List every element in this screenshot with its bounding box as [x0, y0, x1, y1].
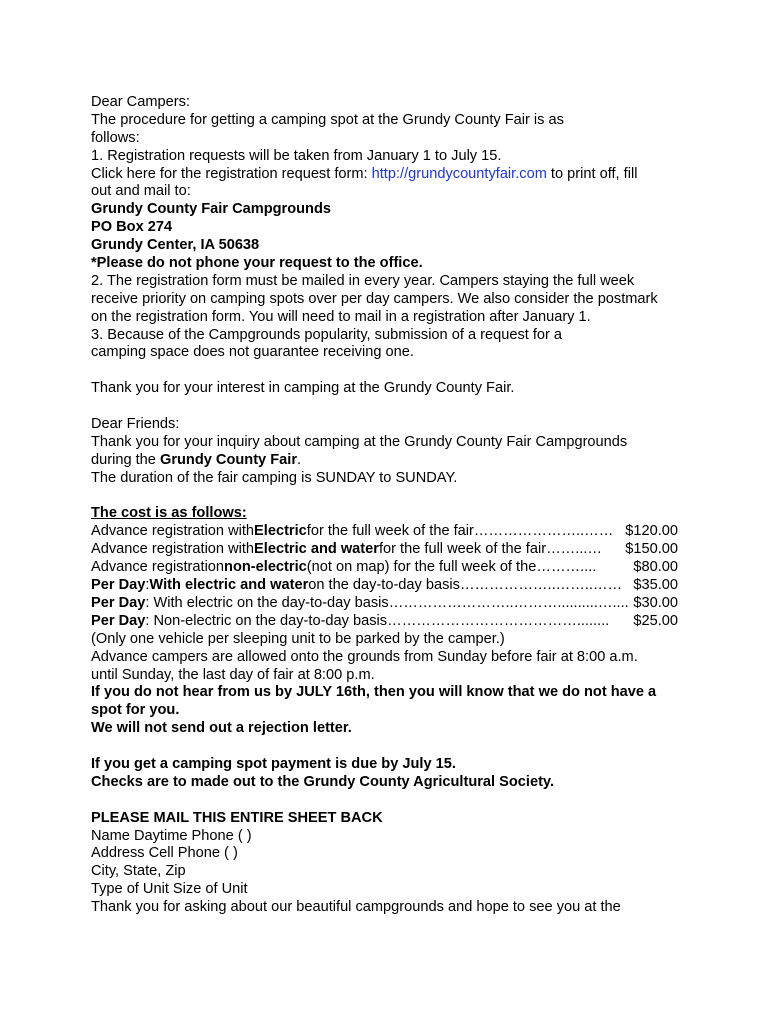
- dot-leader: ……………………..………..........…....: [388, 594, 629, 611]
- cost-bold: non-electric: [224, 559, 307, 576]
- address-name: Grundy County Fair Campgrounds: [91, 201, 331, 218]
- spacer: [91, 792, 761, 810]
- spacer: [91, 398, 761, 416]
- spacer: [91, 738, 761, 756]
- advance-line-2: until Sunday, the last day of fair at 8:00 p.m.: [91, 666, 375, 683]
- cost-price: $25.00: [633, 612, 678, 629]
- step-2-line-1: 2. The registration form must be mailed in every year. Campers staying the full week: [91, 272, 635, 289]
- cost-row-electric-water-week: [91, 541, 678, 559]
- cost-price: $80.00: [633, 559, 678, 576]
- cost-suffix: : With electric on the day-to-day basis: [145, 594, 389, 611]
- cost-bold: Electric and water: [254, 541, 379, 558]
- notice-line-3: We will not send out a rejection letter.: [91, 720, 352, 737]
- dot-leader: ………....: [536, 559, 597, 576]
- letter-body: [91, 94, 761, 917]
- spacer: [91, 488, 761, 506]
- step-2-line-2: receive priority on camping spots over per day campers. We also consider the postmark: [91, 290, 658, 307]
- cost-suffix: for the full week of the fair: [306, 523, 474, 540]
- cost-row-day-electric: [91, 595, 678, 613]
- fair-website-link[interactable]: http://grundycountyfair.com: [371, 165, 547, 182]
- dot-leader: ……...…: [546, 541, 603, 558]
- cost-heading: The cost is as follows:: [91, 505, 247, 522]
- friends-line-2-suffix: .: [297, 451, 302, 468]
- notice-line-1: If you do not hear from us by JULY 16th, then you will know that we do not have a: [91, 684, 657, 701]
- campers-greeting: Dear Campers:: [91, 94, 190, 110]
- cost-suffix: (not on map) for the full week of the: [306, 559, 537, 576]
- campers-thanks: Thank you for your interest in camping at the Grundy County Fair.: [91, 380, 515, 397]
- closing-line: Thank you for asking about our beautiful campgrounds and hope to see you at the: [91, 899, 621, 916]
- cost-suffix: on the day-to-day basis: [308, 577, 460, 594]
- step-3-line-1: 3. Because of the Campgrounds popularity, submission of a request for a: [91, 326, 563, 343]
- cost-row-day-non-electric: [91, 613, 678, 631]
- form-heading: PLEASE MAIL THIS ENTIRE SHEET BACK: [91, 809, 383, 826]
- cost-price: $30.00: [633, 594, 678, 611]
- cost-bold: Per Day: [91, 577, 146, 594]
- form-address-cell: Address Cell Phone ( ): [91, 845, 238, 862]
- friends-greeting: Dear Friends:: [91, 416, 180, 433]
- address-city: Grundy Center, IA 50638: [91, 237, 260, 254]
- cost-row-non-electric-week: [91, 559, 678, 577]
- address-po-box: PO Box 274: [91, 219, 173, 236]
- notice-line-2: spot for you.: [91, 702, 180, 719]
- cost-prefix: Advance registration with: [91, 523, 255, 540]
- cost-price: $35.00: [633, 577, 678, 594]
- intro-line-2: follows:: [91, 129, 140, 146]
- cost-suffix: for the full week of the fair: [378, 541, 547, 558]
- payment-line-1: If you get a camping spot payment is due by July 15.: [91, 755, 456, 772]
- cost-bold: Electric: [254, 523, 307, 540]
- no-phone-notice: *Please do not phone your request to the office.: [91, 255, 423, 272]
- cost-bold: With electric and water: [149, 577, 309, 594]
- vehicle-note: (Only one vehicle per sleeping unit to be parked by the camper.): [91, 630, 505, 647]
- click-here-line-2: out and mail to:: [91, 183, 191, 200]
- cost-suffix: : Non-electric on the day-to-day basis: [145, 612, 388, 629]
- spacer: [91, 362, 761, 380]
- step-1: 1. Registration requests will be taken from January 1 to July 15.: [91, 147, 502, 164]
- friends-line-2-prefix: during the: [91, 451, 160, 468]
- cost-row-day-electric-water: [91, 577, 678, 595]
- cost-bold: Per Day: [91, 594, 146, 611]
- cost-price: $120.00: [625, 523, 678, 540]
- friends-line-1: Thank you for your inquiry about camping at the Grundy County Fair Campgrounds: [91, 433, 628, 450]
- advance-line-1: Advance campers are allowed onto the grounds from Sunday before fair at 8:00 a.m.: [91, 648, 638, 665]
- duration-line: The duration of the fair camping is SUNDAY to SUNDAY.: [91, 469, 458, 486]
- step-3-line-2: camping space does not guarantee receiving one.: [91, 344, 414, 361]
- fair-name: Grundy County Fair: [159, 451, 297, 468]
- cost-prefix: Advance registration: [91, 559, 225, 576]
- cost-row-electric-week: [91, 523, 678, 541]
- form-city-state-zip: City, State, Zip: [91, 863, 186, 880]
- payment-line-2: Checks are to made out to the Grundy County Agricultural Society.: [91, 773, 555, 790]
- dot-leader: …………………..……: [473, 523, 614, 540]
- click-here-line: [91, 166, 761, 184]
- cost-prefix: Advance registration with: [91, 541, 255, 558]
- cost-price: $150.00: [625, 541, 678, 558]
- intro-line-1: The procedure for getting a camping spot at the Grundy County Fair is as: [91, 111, 564, 128]
- dot-leader: …………………………………........: [387, 612, 610, 629]
- cost-colon: :: [145, 577, 150, 594]
- step-2-line-3: on the registration form. You will need to mail in a registration after January 1.: [91, 308, 591, 325]
- friends-line-2: [91, 452, 761, 470]
- dot-leader: ………………..……..……: [459, 577, 623, 594]
- click-suffix: to print off, fill: [546, 165, 638, 182]
- form-unit: Type of Unit Size of Unit: [91, 881, 248, 898]
- form-name-phone: Name Daytime Phone ( ): [91, 827, 252, 844]
- click-prefix: Click here for the registration request form:: [91, 165, 372, 182]
- cost-bold: Per Day: [91, 612, 146, 629]
